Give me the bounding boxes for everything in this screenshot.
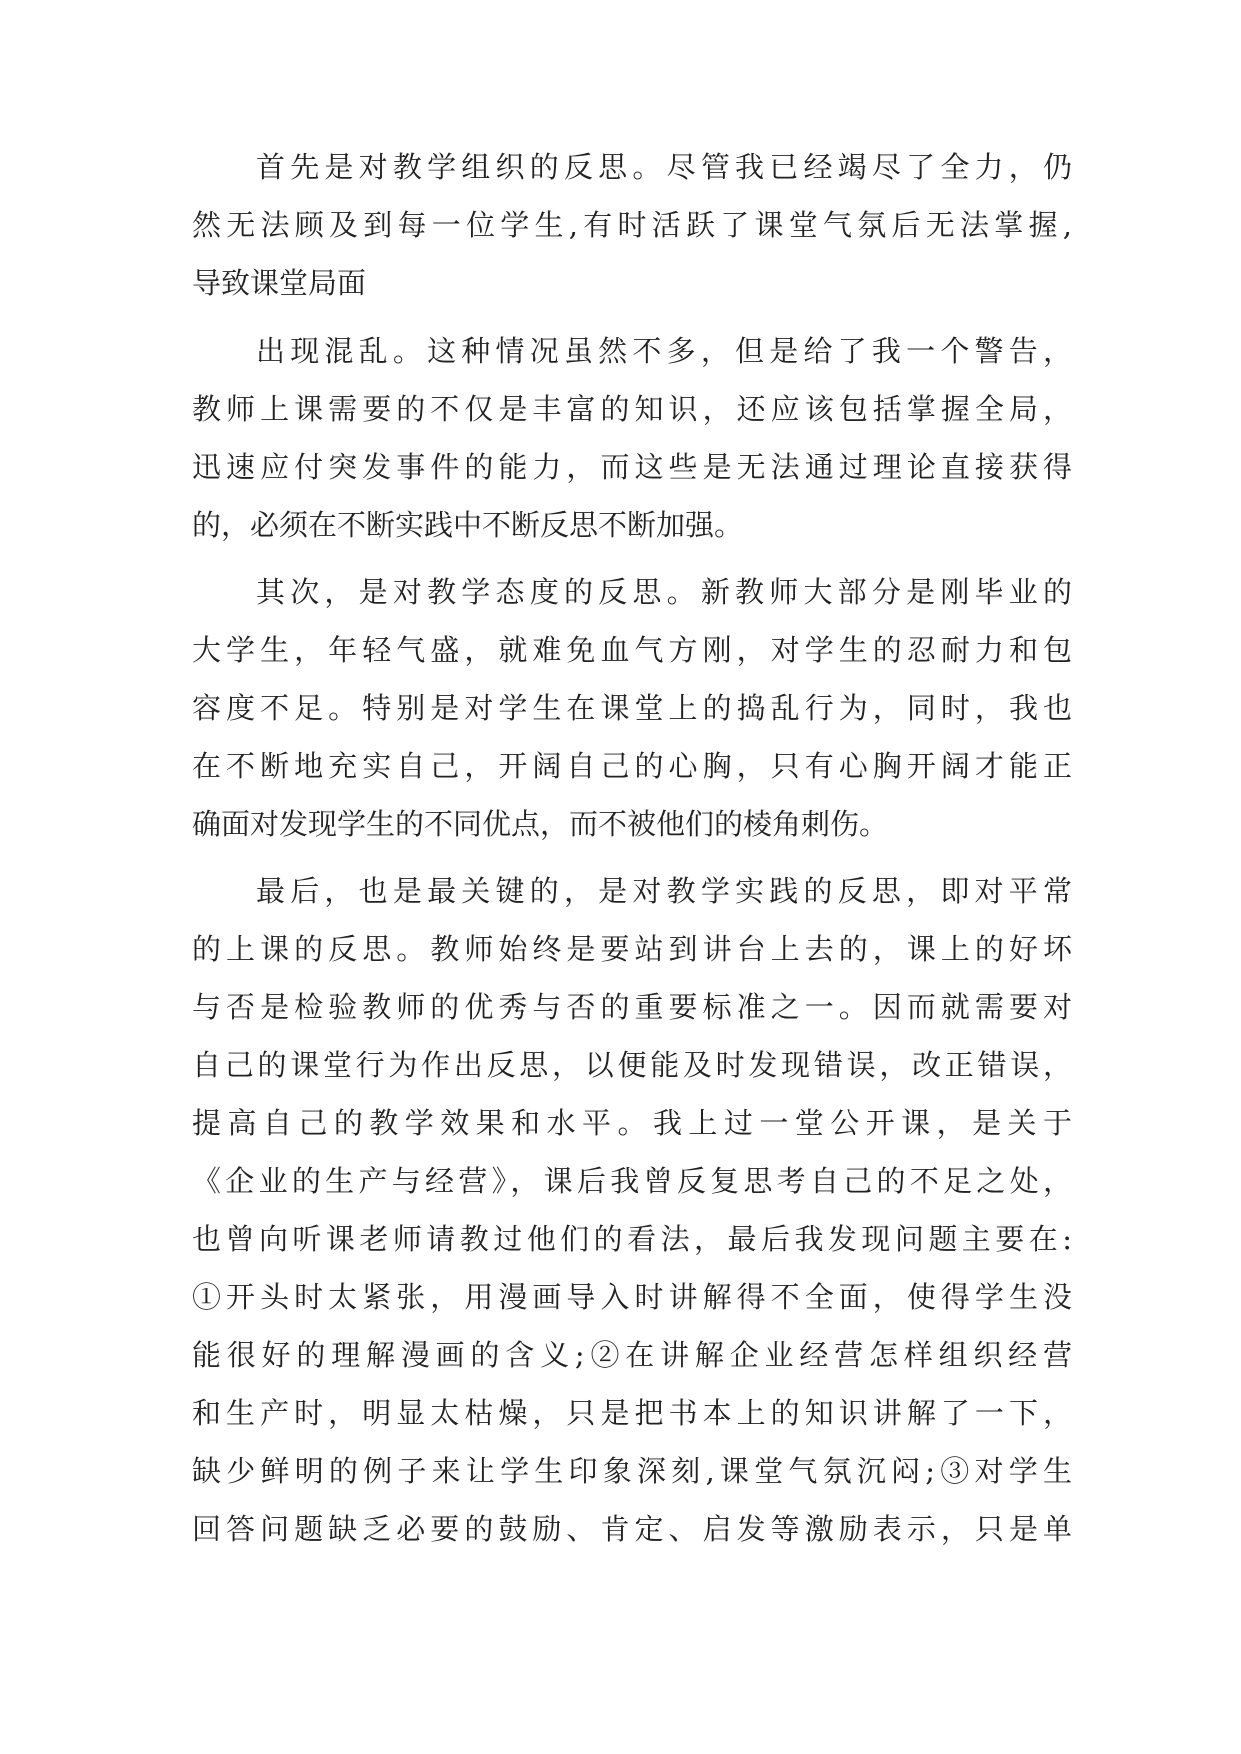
- text-line: 在不断地充实自己，开阔自己的心胸，只有心胸开阔才能正: [192, 749, 1072, 783]
- text-line: 容度不足。特别是对学生在课堂上的捣乱行为，同时，我也: [192, 691, 1072, 725]
- text-line: 导致课堂局面: [192, 266, 367, 300]
- text-line: 大学生，年轻气盛，就难免血气方刚，对学生的忍耐力和包: [192, 633, 1072, 667]
- text-line: 提高自己的教学效果和水平。我上过一堂公开课，是关于: [192, 1106, 1072, 1140]
- text-line: 教师上课需要的不仅是丰富的知识，还应该包括掌握全局，: [192, 392, 1072, 426]
- text-line: 《企业的生产与经营》，课后我曾反复思考自己的不足之处，: [192, 1164, 1072, 1198]
- text-line: 回答问题缺乏必要的鼓励、肯定、启发等激励表示，只是单: [192, 1512, 1072, 1546]
- text-line: 能很好的理解漫画的含义;②在讲解企业经营怎样组织经营: [192, 1338, 1072, 1372]
- text-line: 然无法顾及到每一位学生,有时活跃了课堂气氛后无法掌握,: [192, 208, 1072, 242]
- text-line: 迅速应付突发事件的能力，而这些是无法通过理论直接获得: [192, 450, 1072, 484]
- text-line: 与否是检验教师的优秀与否的重要标准之一。因而就需要对: [192, 990, 1072, 1024]
- text-line: 缺少鲜明的例子来让学生印象深刻,课堂气氛沉闷;③对学生: [192, 1454, 1072, 1488]
- text-line: 和生产时，明显太枯燥，只是把书本上的知识讲解了一下，: [192, 1396, 1072, 1430]
- text-line: ①开头时太紧张，用漫画导入时讲解得不全面，使得学生没: [192, 1280, 1072, 1314]
- text-line: 出现混乱。这种情况虽然不多，但是给了我一个警告，: [256, 334, 1072, 368]
- text-line: 最后，也是最关键的，是对教学实践的反思，即对平常: [256, 874, 1072, 908]
- text-line: 的，必须在不断实践中不断反思不断加强。: [192, 508, 744, 542]
- text-line: 也曾向听课老师请教过他们的看法，最后我发现问题主要在:: [192, 1222, 1072, 1256]
- text-line: 其次，是对教学态度的反思。新教师大部分是刚毕业的: [256, 575, 1072, 609]
- text-line: 的上课的反思。教师始终是要站到讲台上去的，课上的好坏: [192, 932, 1072, 966]
- text-line: 首先是对教学组织的反思。尽管我已经竭尽了全力，仍: [256, 150, 1072, 184]
- text-line: 确面对发现学生的不同优点，而不被他们的棱角刺伤。: [192, 807, 889, 841]
- text-line: 自己的课堂行为作出反思，以便能及时发现错误，改正错误，: [192, 1048, 1072, 1082]
